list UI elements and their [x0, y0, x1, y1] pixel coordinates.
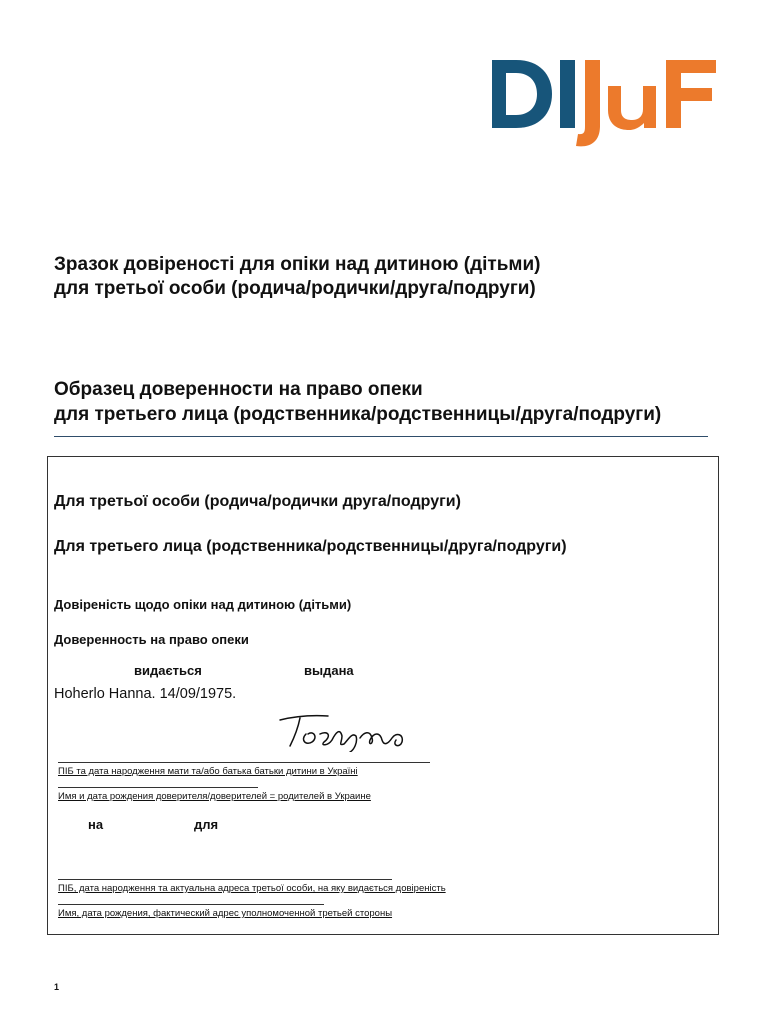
agent-underline	[58, 879, 392, 880]
heading-divider	[54, 436, 708, 437]
handwritten-signature	[276, 710, 422, 752]
heading-ru-line-1: Образец доверенности на право опеки	[54, 379, 423, 400]
heading-ru-line-2: для третьего лица (родственника/родственницы/друга/подруги)	[54, 404, 662, 425]
dijuf-logo	[486, 48, 726, 148]
caption-separator	[58, 787, 258, 788]
issued-label-uk: видається	[134, 663, 202, 678]
page-number: 1	[54, 982, 60, 992]
form-subtitle-ru: Доверенность на право опеки	[54, 632, 249, 647]
caption-agent-ru: Имя, дата рождения, фактический адрес уполномоченной третьей стороны	[58, 908, 393, 919]
heading-uk-line-2: для третьої особи (родича/родички/друга/подруги)	[54, 278, 536, 299]
heading-uk-line-1: Зразок довіреності для опіки над дитиною (дітьми)	[54, 254, 541, 275]
caption-agent-separator	[58, 904, 324, 905]
caption-principal-uk: ПІБ та дата народження мати та/або батька батьки дитини в Україні	[58, 766, 358, 777]
for-label-ru: для	[194, 817, 219, 832]
caption-principal-ru: Имя и дата рождения доверителя/доверителей = родителей в Украине	[58, 791, 371, 802]
issued-label-ru: выдана	[304, 663, 354, 678]
form-title-ru: Для третьего лица (родственника/родственницы/друга/подруги)	[54, 538, 567, 555]
principal-underline	[58, 762, 430, 763]
form-subtitle-uk: Довіреність щодо опіки над дитиною (дітьми)	[54, 597, 352, 612]
caption-agent-uk: ПІБ, дата народження та актуальна адреса третьої особи, на яку видається довіреність	[58, 883, 446, 894]
principal-name-date: Hoherlo Hanna. 14/09/1975.	[54, 686, 237, 702]
form-title-uk: Для третьої особи (родича/родички друга/подруги)	[54, 493, 461, 510]
for-label-uk: на	[88, 817, 104, 832]
